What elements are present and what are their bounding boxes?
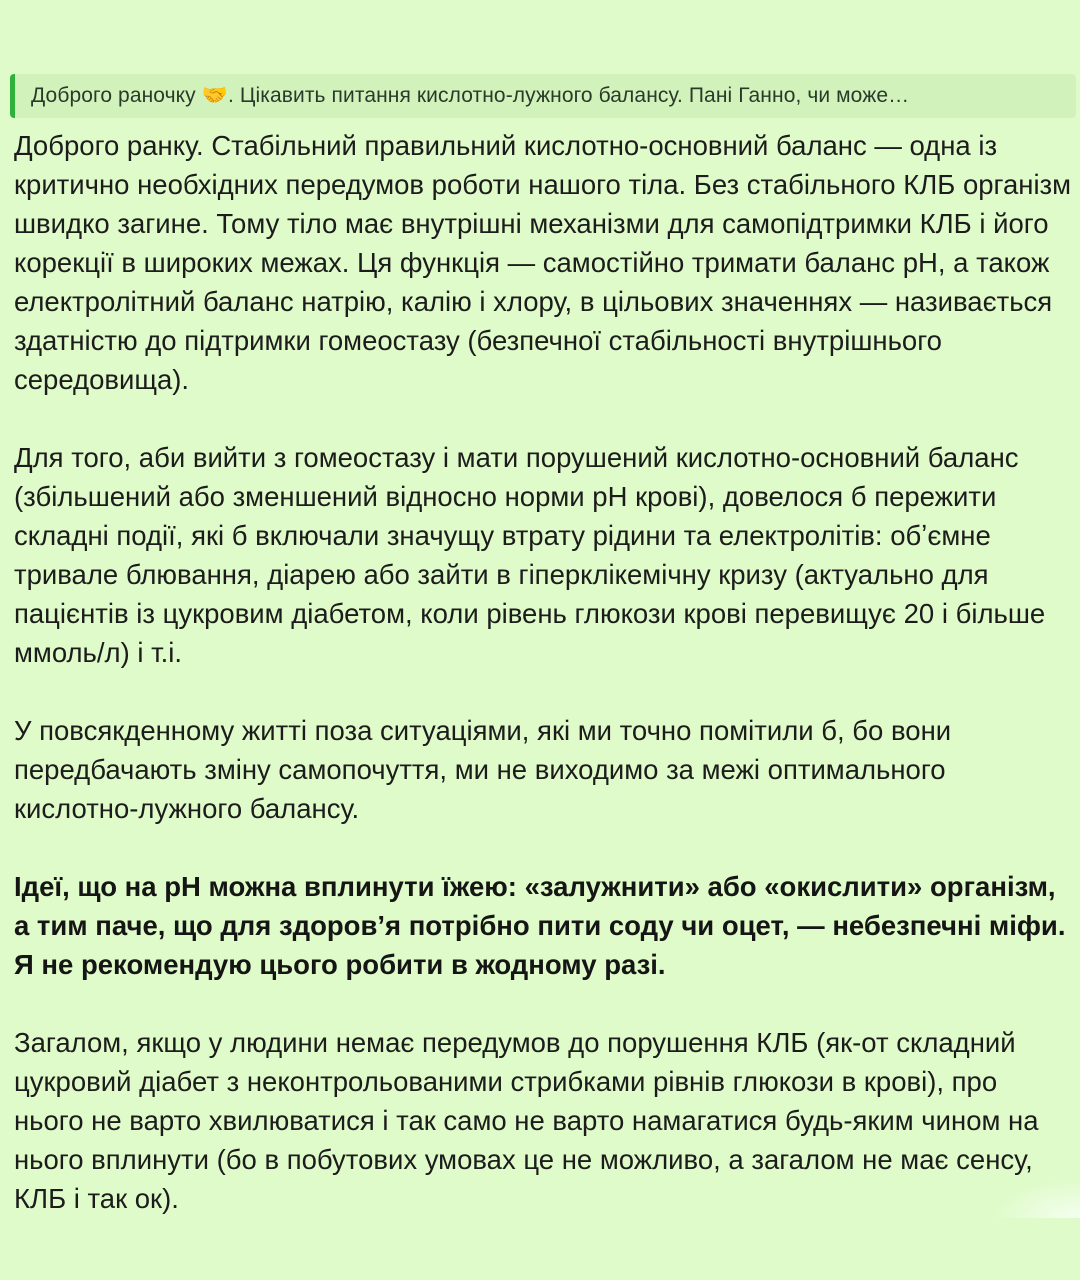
bubble-tail-shade <box>990 1178 1080 1218</box>
message-paragraph-1: Доброго ранку. Стабільний правильний кислотно-основний баланс — одна із критично необхідних передумов роботи нашого тіла. Без стабільного КЛБ організм швидко загине. Тому тіло має внутрішні механізми для самопідтримки КЛБ і його корекції в широких межах. Ця функція — самостійно тримати баланс pH, а також електролітний баланс натрію, калію і хлору, в цільових значеннях — називається здатністю до підтримки гомеостазу (безпечної стабільності внутрішнього середовища). <box>14 130 1072 395</box>
message-paragraph-2: Для того, аби вийти з гомеостазу і мати порушений кислотно-основний баланс (збільшений або зменшений відносно норми pH крові), довелося б пережити складні події, які б включали значущу втрату рідини та електролітів: обʼємне тривале блювання, діарею або зайти в гіперклікемічну кризу (актуально для пацієнтів із цукровим діабетом, коли рівень глюкози крові перевищує 20 і більше ммоль/л) і т.і. <box>14 442 1046 668</box>
message-paragraph-5: Загалом, якщо у людини немає передумов до порушення КЛБ (як-от складний цукровий діабет з неконтрольованими стрибками рівнів глюкози в крові), про нього не варто хвилюватися і так само не варто намагатися будь-яким чином на нього вплинути (бо в побутових умовах це не можливо, а загалом не має сенсу, КЛБ і так ок). <box>14 1027 1039 1214</box>
reply-quote-text: Доброго раночку 🤝. Цікавить питання кислотно-лужного балансу. Пані Ганно, чи може… <box>31 84 910 107</box>
reply-quote[interactable] <box>10 74 1076 118</box>
message-paragraph-4-bold: Ідеї, що на pH можна вплинути їжею: «залужнити» або «окислити» організм, а тим паче, що для здоровʼя потрібно пити соду чи оцет, — небезпечні міфи. Я не рекомендую цього робити в жодному разі. <box>14 871 1066 980</box>
message-text <box>14 126 1072 1218</box>
message-paragraph-3: У повсякденному житті поза ситуаціями, які ми точно помітили б, бо вони передбачають зміну самопочуття, ми не виходимо за межі оптимального кислотно-лужного балансу. <box>14 715 952 824</box>
